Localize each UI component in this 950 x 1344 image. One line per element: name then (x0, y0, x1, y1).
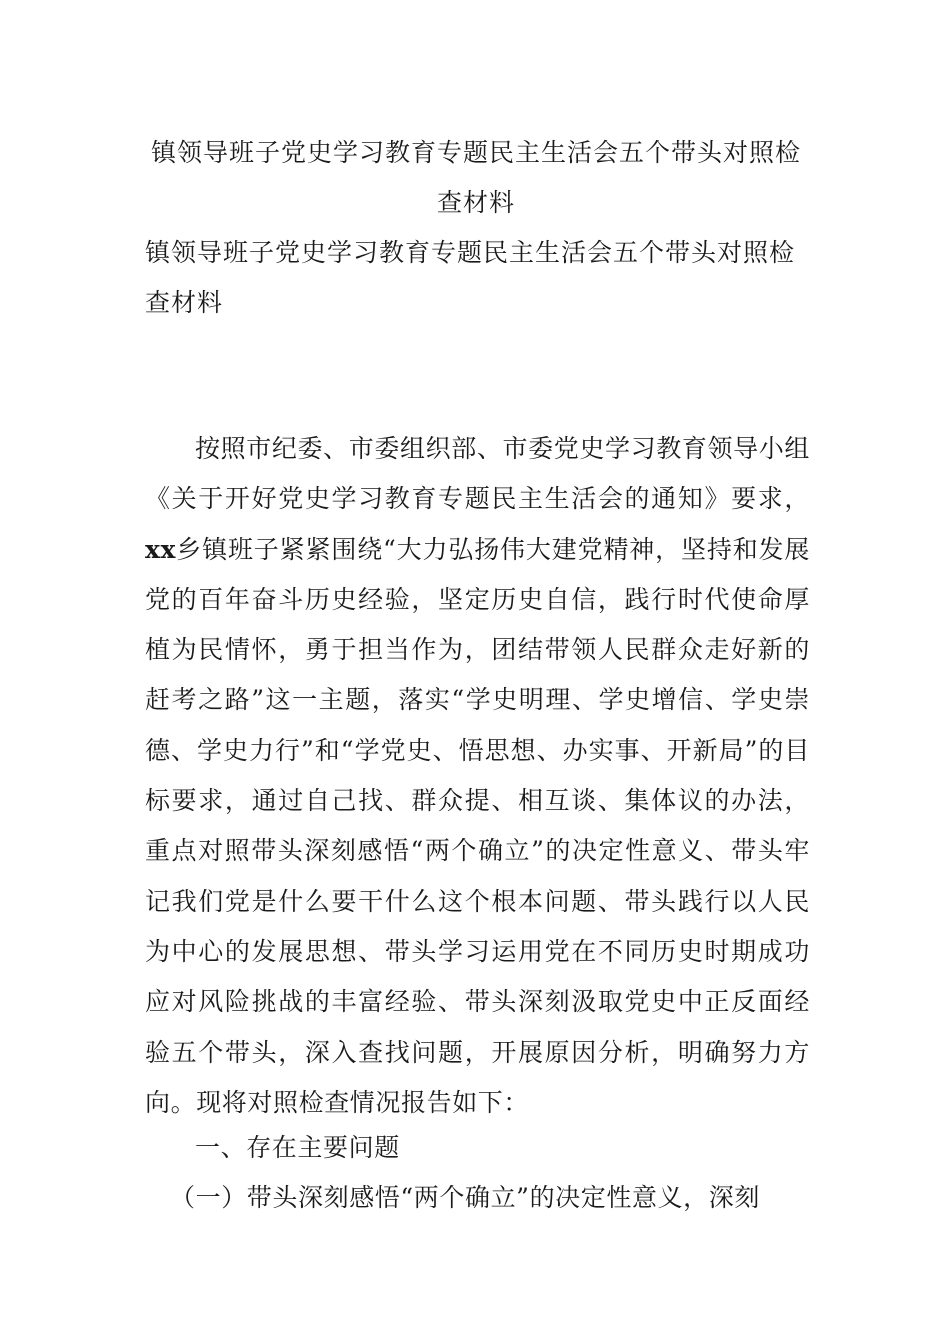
intro-xx-placeholder: xx (145, 534, 177, 564)
section-heading-problems: 一、存在主要问题 (195, 1133, 400, 1162)
intro-paragraph (145, 424, 810, 1128)
intro-paragraph-text (145, 424, 810, 1128)
document-title-centered (145, 128, 807, 228)
document-title-repeat: 镇领导班子党史学习教育专题民主生活会五个带头对照检查材料 (145, 238, 796, 317)
subsection-heading-1: （一）带头深刻感悟“两个确立”的决定性意义，深刻 (170, 1183, 760, 1212)
title-line-2: 查材料 (436, 188, 515, 217)
intro-body: 乡镇班子紧紧围绕“大力弘扬伟大建党精神，坚持和发展党的百年奋斗历史经验，坚定历史自信，践行时代使命厚植为民情怀，勇于担当作为，团结带领人民群众走好新的赶考之路”这一主题，落实“学史明理、学史增信、学史崇德、学史力行”和“学党史、悟思想、办实事、开新局”的目标要求，通过自己找、群众提、相互谈、集体议的办法，重点对照带头深刻感悟“两个确立”的决定性意义、带头牢记我们党是什么要干什么这个根本问题、带头践行以人民为中心的发展思想、带头学习运用党在不同历史时期成功应对风险挑战的丰富经验、带头深刻汲取党史中正反面经验五个带头，深入查找问题，开展原因分析，明确努力方向。现将对照检查情况报告如下： (145, 534, 810, 1117)
intro-prefix: 按照市纪委、市委组织部、市委党史学习教育领导小组《关于开好党史学习教育专题民主生活会的通知》要求， (145, 434, 810, 514)
title-line-1: 镇领导班子党史学习教育专题民主生活会五个带头对照检 (150, 138, 801, 167)
